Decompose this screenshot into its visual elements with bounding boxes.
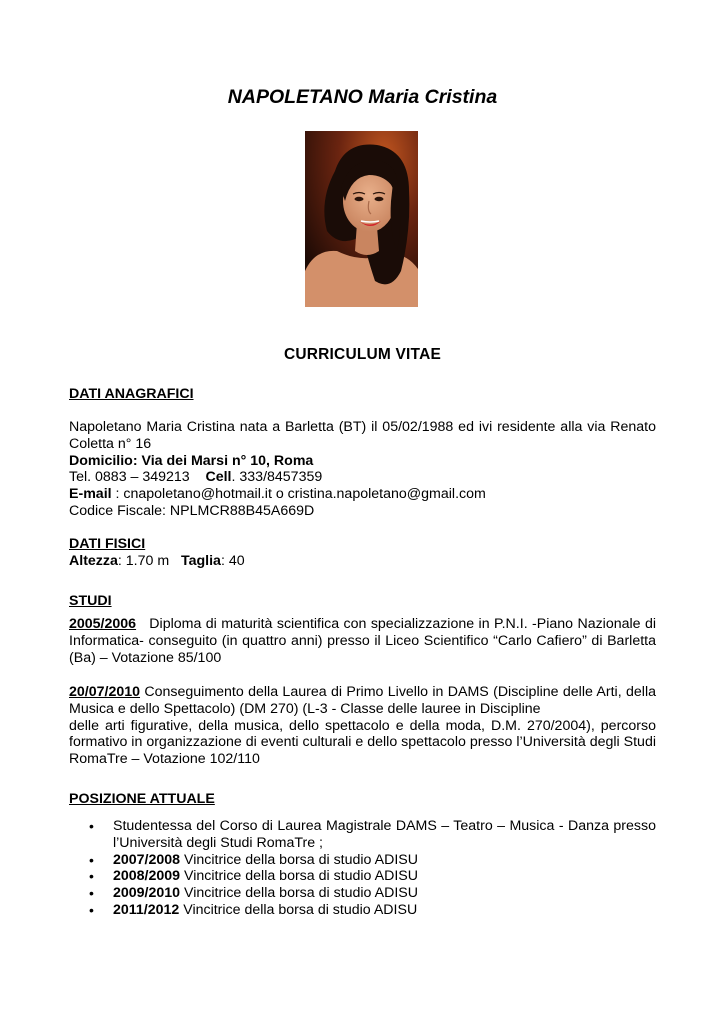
cv-heading: CURRICULUM VITAE [283,346,442,363]
list-item [69,902,656,919]
page-title: NAPOLETANO Maria Cristina [227,86,498,108]
studi-year: 2005/2006 [69,616,137,632]
email-value: : cnapoletano@hotmail.it o cristina.napoletano@gmail.com [111,486,486,503]
section-studi [69,593,656,610]
studi-entry-laurea [69,684,656,768]
section-heading: DATI FISICI [69,536,146,552]
portrait-photo [305,131,418,307]
posizione-list [69,818,656,919]
section-dati-anagrafici [69,386,656,403]
list-item-text: Vincitrice della borsa di studio ADISU [180,885,418,902]
list-item-text: Vincitrice della borsa di studio ADISU [180,851,418,868]
list-item-text: Studentessa del Corso di Laurea Magistrale DAMS – Teatro – Musica - Danza presso l’Università degli Studi RomaTre ; [113,818,656,851]
list-item [69,868,656,885]
list-item-year: 2007/2008 [113,851,181,868]
list-item-text: Vincitrice della borsa di studio ADISU [180,868,418,885]
domicilio-line [69,453,656,470]
taglia-label: Taglia [180,552,221,569]
list-item [69,852,656,869]
taglia-value: : 40 [220,552,245,569]
list-item-text: Vincitrice della borsa di studio ADISU [179,901,418,918]
tel-value: Tel. 0883 – 349213 [69,469,190,486]
section-heading: STUDI [69,593,112,609]
list-item-year: 2008/2009 [113,868,181,885]
domicilio-label: Domicilio: [69,452,138,469]
codice-fiscale: Codice Fiscale: NPLMCR88B45A669D [69,502,315,519]
list-item [69,818,656,852]
portrait-illustration [305,131,418,307]
studi-text: Diploma di maturità scientifica con specializzazione in P.N.I. -Piano Nazionale di Informatica- conseguito (in quattro anni) presso il Liceo Scientifico “Carlo Cafiero” di Barletta (Ba) – Votazione 85/100 [69,616,656,666]
studi-year: 20/07/2010 [69,684,141,700]
list-item-year: 2011/2012 [113,901,180,918]
email-line [69,486,656,503]
list-item [69,885,656,902]
anagrafici-body [69,419,656,520]
altezza-value: : 1.70 m [117,552,170,569]
studi-text: Conseguimento della Laurea di Primo Livello in DAMS (Discipline delle Arti, della Musica e dello Spettacolo) (DM 270) (L-3 - Classe delle lauree in Discipline [69,684,656,717]
section-heading: POSIZIONE ATTUALE [69,791,215,807]
anagrafici-intro: Napoletano Maria Cristina nata a Barletta (BT) il 05/02/1988 ed ivi residente alla via Renato Coletta n° 16 [69,419,656,452]
studi-text-continued: delle arti figurative, della musica, dello spettacolo e della moda, D.M. 270/2004), percorso formativo in organizzazione di eventi culturali e dello spettacolo presso l’Università degli Studi RomaTre – Votazione 102/110 [69,717,656,768]
email-label: E-mail [69,486,112,503]
section-dati-fisici [69,536,656,570]
studi-entry-diploma [69,616,656,666]
altezza-label: Altezza [69,552,118,569]
section-heading: DATI ANAGRAFICI [69,386,194,402]
fisici-line [69,553,656,570]
cell-label: Cell [205,469,232,486]
domicilio-value: Via dei Marsi n° 10, Roma [141,452,314,469]
phone-line [69,469,656,486]
list-item-year: 2009/2010 [113,885,181,902]
section-posizione-attuale [69,791,656,808]
cell-value: . 333/8457359 [231,469,323,486]
